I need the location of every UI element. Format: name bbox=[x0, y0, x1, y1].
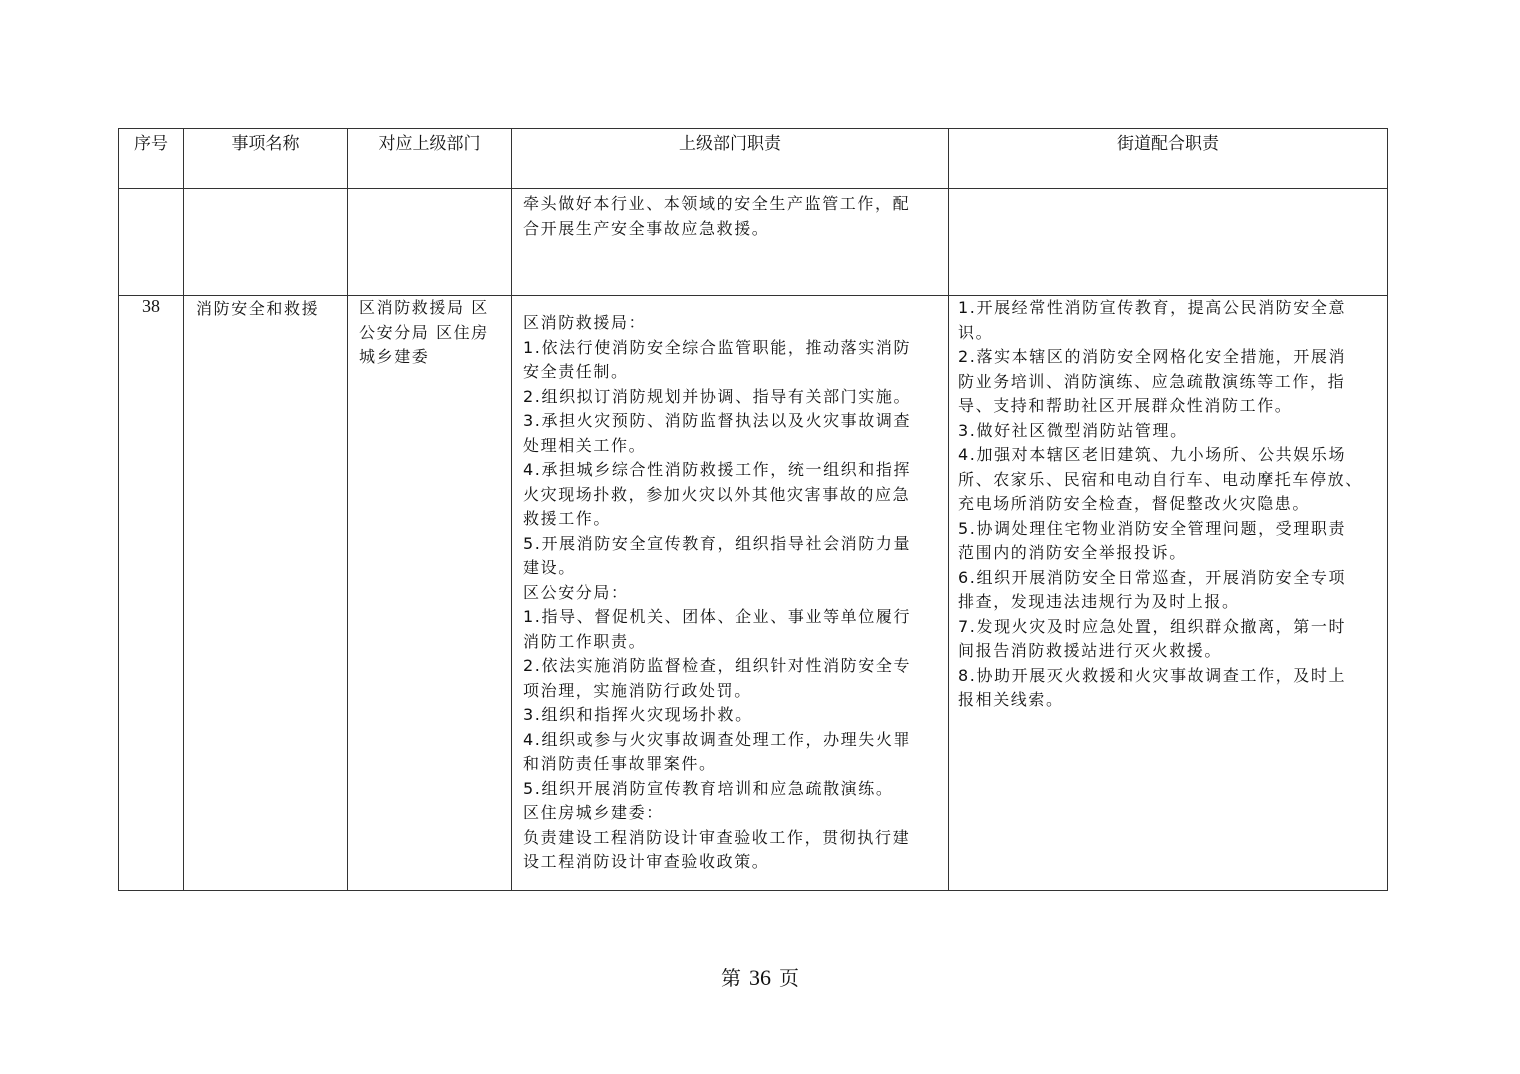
text-line: 2.落实本辖区的消防安全网格化安全措施，开展消 bbox=[958, 347, 1347, 366]
text-line: 间报告消防救援站进行灭火救援。 bbox=[958, 641, 1223, 660]
text-line: 3.组织和指挥火灾现场扑救。 bbox=[523, 705, 753, 724]
cell-number-empty bbox=[119, 189, 184, 296]
text-line: 识。 bbox=[958, 322, 994, 342]
text-line: 4.组织或参与火灾事故调查处理工作，办理失火罪 bbox=[523, 729, 912, 749]
cell-department bbox=[348, 296, 512, 891]
text-line: 设工程消防设计审查验收政策。 bbox=[523, 852, 770, 871]
text-line: 5.组织开展消防宣传教育培训和应急疏散演练。 bbox=[523, 778, 894, 798]
cell-item-name-empty bbox=[184, 189, 348, 296]
header-upper-duties: 上级部门职责 bbox=[512, 129, 949, 189]
text-line: 建设。 bbox=[523, 558, 576, 577]
text-line: 4.承担城乡综合性消防救援工作，统一组织和指挥 bbox=[523, 460, 912, 479]
text-line: 项治理，实施消防行政处罚。 bbox=[523, 680, 752, 700]
text-line: 充电场所消防安全检查，督促整改火灾隐患。 bbox=[958, 494, 1311, 513]
text-line: 4.加强对本辖区老旧建筑、九小场所、公共娱乐场 bbox=[958, 445, 1347, 464]
table-row bbox=[119, 296, 1388, 891]
text-line: 5.开展消防安全宣传教育，组织指导社会消防力量 bbox=[523, 533, 912, 553]
text-line: 区公安分局： bbox=[523, 582, 629, 602]
text-line: 区消防救援局： bbox=[523, 313, 647, 332]
upper-duties-text bbox=[512, 296, 948, 875]
table-header-row bbox=[119, 129, 1388, 189]
cell-upper-duties bbox=[512, 296, 949, 891]
cell-street-duties-empty bbox=[949, 189, 1388, 296]
text-line: 城乡建委 bbox=[359, 347, 430, 366]
text-line: 1.指导、督促机关、团体、企业、事业等单位履行 bbox=[523, 607, 912, 626]
table-row bbox=[119, 189, 1388, 296]
text-line: 安全责任制。 bbox=[523, 362, 629, 381]
text-line: 报相关线索。 bbox=[958, 690, 1064, 709]
text-line: 范围内的消防安全举报投诉。 bbox=[958, 543, 1187, 562]
header-department: 对应上级部门 bbox=[348, 129, 512, 189]
text-line: 2.组织拟订消防规划并协调、指导有关部门实施。 bbox=[523, 386, 912, 406]
header-number: 序号 bbox=[119, 129, 184, 189]
department-text bbox=[348, 296, 511, 370]
header-street-duties: 街道配合职责 bbox=[949, 129, 1388, 189]
text-line: 所、农家乐、民宿和电动自行车、电动摩托车停放、 bbox=[958, 469, 1363, 489]
text-line: 处理相关工作。 bbox=[523, 435, 647, 455]
page-number: 36 bbox=[749, 965, 771, 990]
cell-department-empty bbox=[348, 189, 512, 296]
text-line: 牵头做好本行业、本领域的安全生产监管工作，配 bbox=[523, 194, 911, 213]
text-line: 5.协调处理住宅物业消防安全管理问题，受理职责 bbox=[958, 518, 1347, 538]
text-line: 1.开展经常性消防宣传教育，提高公民消防安全意 bbox=[958, 298, 1347, 317]
text-line: 救援工作。 bbox=[523, 509, 612, 528]
text-line: 3.做好社区微型消防站管理。 bbox=[958, 420, 1188, 440]
text-line: 区消防救援局 区 bbox=[359, 298, 489, 317]
header-item-name: 事项名称 bbox=[184, 129, 348, 189]
text-line: 3.承担火灾预防、消防监督执法以及火灾事故调查 bbox=[523, 411, 912, 430]
street-duties-text bbox=[949, 296, 1387, 713]
text-line: 负责建设工程消防设计审查验收工作，贯彻执行建 bbox=[523, 827, 911, 847]
text-line: 和消防责任事故罪案件。 bbox=[523, 754, 717, 773]
text-line: 消防工作职责。 bbox=[523, 631, 647, 651]
page-suffix: 页 bbox=[779, 966, 799, 990]
text-line: 公安分局 区住房 bbox=[359, 322, 489, 342]
text-line: 7.发现火灾及时应急处置，组织群众撤离，第一时 bbox=[958, 616, 1347, 636]
text-line: 防业务培训、消防演练、应急疏散演练等工作，指 bbox=[958, 371, 1346, 391]
text-line: 6.组织开展消防安全日常巡查，开展消防安全专项 bbox=[958, 567, 1347, 587]
page-footer bbox=[0, 962, 1520, 991]
cell-number: 38 bbox=[119, 296, 184, 891]
cell-item-name bbox=[184, 296, 348, 891]
text-line: 导、支持和帮助社区开展群众性消防工作。 bbox=[958, 396, 1293, 415]
item-name-text: 消防安全和救援 bbox=[196, 299, 320, 318]
text-line: 火灾现场扑救，参加火灾以外其他灾害事故的应急 bbox=[523, 484, 911, 504]
upper-duties-text bbox=[512, 189, 948, 241]
text-line: 1.依法行使消防安全综合监管职能，推动落实消防 bbox=[523, 337, 912, 357]
text-line: 合开展生产安全事故应急救援。 bbox=[523, 218, 770, 238]
duty-table bbox=[118, 128, 1388, 891]
text-line: 区住房城乡建委： bbox=[523, 803, 664, 822]
text-line: 2.依法实施消防监督检查，组织针对性消防安全专 bbox=[523, 656, 912, 675]
page-prefix: 第 bbox=[721, 966, 741, 990]
cell-street-duties bbox=[949, 296, 1388, 891]
text-line: 排查，发现违法违规行为及时上报。 bbox=[958, 592, 1240, 611]
text-line: 8.协助开展灭火救援和火灾事故调查工作，及时上 bbox=[958, 665, 1347, 685]
cell-upper-duties bbox=[512, 189, 949, 296]
